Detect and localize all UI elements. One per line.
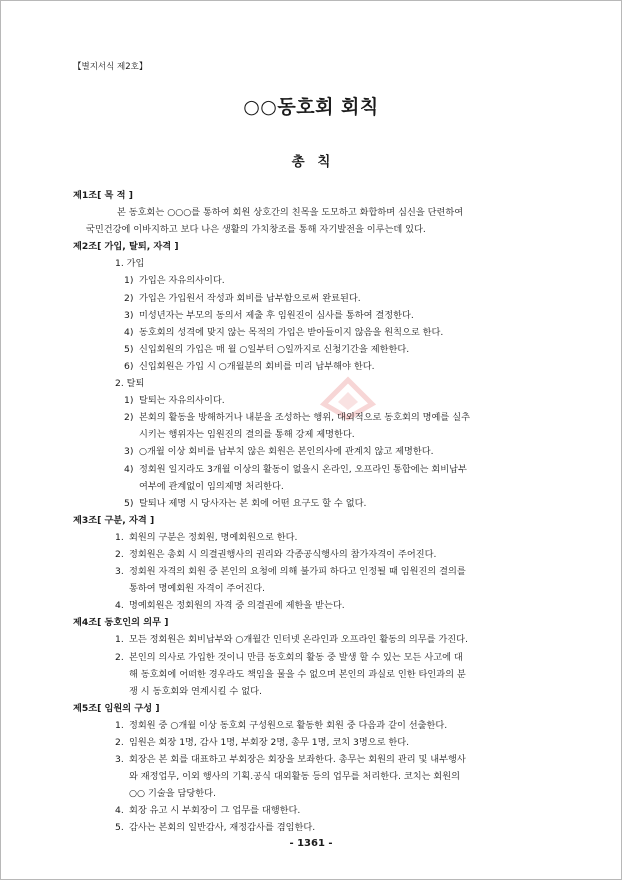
list-item-continuation xyxy=(0,666,622,683)
item-number: 2) xyxy=(124,292,134,304)
list-item-continuation xyxy=(0,580,622,597)
list-item xyxy=(0,324,622,341)
item-number: 1) xyxy=(124,275,134,287)
item-text: 회장은 본 회를 대표하고 부회장은 회장을 보좌한다. 총무는 회원의 관리 및 내부행사 xyxy=(129,754,466,766)
article-heading xyxy=(0,187,622,204)
article-number: 제3조 xyxy=(73,514,98,526)
list-item xyxy=(0,461,622,478)
list-item xyxy=(0,307,622,324)
item-text: 가입은 자유의사이다. xyxy=(139,275,225,287)
section-label xyxy=(0,255,622,272)
list-item xyxy=(0,358,622,375)
item-text: 탈퇴는 자유의사이다. xyxy=(139,395,225,407)
list-item xyxy=(0,734,622,751)
list-item xyxy=(0,443,622,460)
item-text: 회장 유고 시 부회장이 그 업무를 대행한다. xyxy=(129,805,301,817)
list-item xyxy=(0,802,622,819)
list-item xyxy=(0,717,622,734)
item-text: 정회원 중 ○개월 이상 동호회 구성원으로 활동한 회원 중 다음과 같이 선출한다. xyxy=(129,719,448,731)
list-item xyxy=(0,290,622,307)
article-number: 제2조 xyxy=(73,241,98,253)
item-number: 4. xyxy=(115,600,124,612)
page-number: - 1361 - xyxy=(289,838,333,849)
item-text: 명예회원은 정회원의 자격 중 의결권에 제한을 받는다. xyxy=(129,600,345,612)
list-item xyxy=(0,529,622,546)
article-number: 제4조 xyxy=(73,617,98,629)
article-number: 제5조 xyxy=(73,702,98,714)
article-heading xyxy=(0,512,622,529)
item-text: ○개월 이상 회비를 납부치 않은 회원은 본인의사에 관계치 않고 제명한다. xyxy=(139,446,434,458)
item-number: 4) xyxy=(124,463,134,475)
list-item xyxy=(0,392,622,409)
list-item-continuation xyxy=(0,426,622,443)
article-heading xyxy=(0,238,622,255)
list-item xyxy=(0,495,622,512)
chapter-heading: 총 칙 xyxy=(291,154,331,170)
list-item-continuation xyxy=(0,683,622,700)
article-heading xyxy=(0,614,622,631)
list-item xyxy=(0,819,622,836)
item-text: 여부에 관계없이 임의제명 처리한다. xyxy=(139,480,284,492)
list-item xyxy=(0,546,622,563)
list-item xyxy=(0,597,622,614)
item-text: 임원은 회장 1명, 감사 1명, 부회장 2명, 총무 1명, 코치 3명으로 한다. xyxy=(129,737,410,748)
page-title: ○○동호회 회칙 xyxy=(243,96,379,118)
section-label xyxy=(0,375,622,392)
item-text: 모든 정회원은 회비납부와 ○개월간 인터넷 온라인과 오프라인 활동의 의무를 가진다. xyxy=(129,634,468,646)
item-number: 5) xyxy=(124,497,134,509)
article-title: [ 가입, 탈퇴, 자격 ] xyxy=(97,241,179,253)
article-paragraph xyxy=(0,221,622,238)
item-text: 미성년자는 부모의 동의서 제출 후 임원진이 심사를 통하여 결정한다. xyxy=(139,309,414,321)
item-number: 4. xyxy=(115,805,124,817)
article-number: 제1조 xyxy=(73,190,98,201)
item-text: 쟁 시 동호회와 연계시킬 수 없다. xyxy=(129,685,262,697)
article-title: [ 구분, 자격 ] xyxy=(97,514,155,526)
list-item xyxy=(0,563,622,580)
list-item xyxy=(0,751,622,768)
item-text: 정회원 일지라도 3개월 이상의 활동이 없을시 온라인, 오프라인 통합에는 회비납부 xyxy=(139,463,467,475)
item-text: 회원의 구분은 정회원, 명예회원으로 한다. xyxy=(129,531,298,543)
item-text: 신입회원의 가입은 매 월 ○일부터 ○일까지로 신청기간을 제한한다. xyxy=(139,343,410,355)
list-item-continuation xyxy=(0,785,622,802)
item-number: 3) xyxy=(124,446,134,458)
item-number: 3) xyxy=(124,309,134,321)
article-paragraph xyxy=(0,204,622,221)
item-number: 2) xyxy=(124,412,134,424)
list-item-continuation xyxy=(0,768,622,785)
item-number: 5) xyxy=(124,343,134,355)
item-text: 탈퇴나 제명 시 당사자는 본 회에 어떤 요구도 할 수 없다. xyxy=(139,497,367,509)
item-text: 감사는 본회의 일반감사, 재정감사를 겸임한다. xyxy=(129,822,316,834)
item-number: 4) xyxy=(124,326,134,338)
section-label-text: 2. 탈퇴 xyxy=(115,378,145,390)
item-number: 3. xyxy=(115,566,124,578)
item-text: 본인의 의사로 가입한 것이니 만큼 동호회의 활동 중 발생 할 수 있는 모든 사고에 대 xyxy=(129,651,463,663)
item-text: 해 동호회에 어떠한 경우라도 책임을 물을 수 없으며 본인의 과실로 인한 타인과의 분 xyxy=(129,668,466,680)
item-text: 정회원은 총회 시 의결권행사의 권리와 각종공식행사의 참가자격이 주어진다. xyxy=(129,548,437,560)
item-text: 통하여 명예회원 자격이 주어진다. xyxy=(129,583,265,595)
item-text: 시키는 행위자는 임원진의 결의를 통해 강제 제명한다. xyxy=(139,429,355,441)
item-text: 정회원 자격의 회원 중 본인의 요청에 의해 불가피 하다고 인정될 때 임원진의 결의를 xyxy=(129,566,466,578)
document-body xyxy=(0,187,622,837)
article-title: [ 목 적 ] xyxy=(97,190,133,201)
item-number: 1. xyxy=(115,634,124,646)
item-number: 2. xyxy=(115,651,124,663)
article-heading xyxy=(0,700,622,717)
list-item xyxy=(0,409,622,426)
list-item xyxy=(0,649,622,666)
item-text: 동호회의 성격에 맞지 않는 목적의 가입은 받아들이지 않음을 원칙으로 한다. xyxy=(139,326,444,338)
item-text: 신입회원은 가입 시 ○개월분의 회비를 미리 납부해야 한다. xyxy=(139,360,375,372)
list-item xyxy=(0,272,622,289)
item-number: 2. xyxy=(115,737,124,748)
list-item xyxy=(0,631,622,648)
item-text: 본회의 활동을 방해하거나 내분을 조성하는 행위, 대외적으로 동호회의 명예를 실추 xyxy=(139,412,470,424)
item-number: 1) xyxy=(124,395,134,407)
form-label: 【별지서식 제2호】 xyxy=(73,62,148,72)
paragraph-text: 본 동호회는 ○○○를 통하여 회원 상호간의 친목을 도모하고 화합하며 심신을 단련하여 xyxy=(117,207,464,219)
item-text: 와 재정업무, 이외 행사의 기획․공식 대외활동 등의 업무를 처리한다. 코치는 회원의 xyxy=(129,771,460,783)
list-item xyxy=(0,341,622,358)
list-item-continuation xyxy=(0,478,622,495)
paragraph-text: 국민건강에 이바지하고 보다 나은 생활의 가치창조를 통해 자기발전을 이루는데 있다. xyxy=(86,224,426,236)
item-number: 1. xyxy=(115,719,124,731)
section-label-text: 1. 가입 xyxy=(115,258,145,270)
article-title: [ 동호인의 의무 ] xyxy=(97,617,169,629)
item-text: 가입은 가입원서 작성과 회비를 납부함으로써 완료된다. xyxy=(139,292,361,304)
item-number: 1. xyxy=(115,531,124,543)
item-number: 2. xyxy=(115,548,124,560)
item-number: 3. xyxy=(115,754,124,766)
article-title: [ 임원의 구성 ] xyxy=(97,702,160,714)
item-text: ○○ 기술을 담당한다. xyxy=(129,788,216,800)
item-number: 5. xyxy=(115,822,124,834)
item-number: 6) xyxy=(124,360,134,372)
